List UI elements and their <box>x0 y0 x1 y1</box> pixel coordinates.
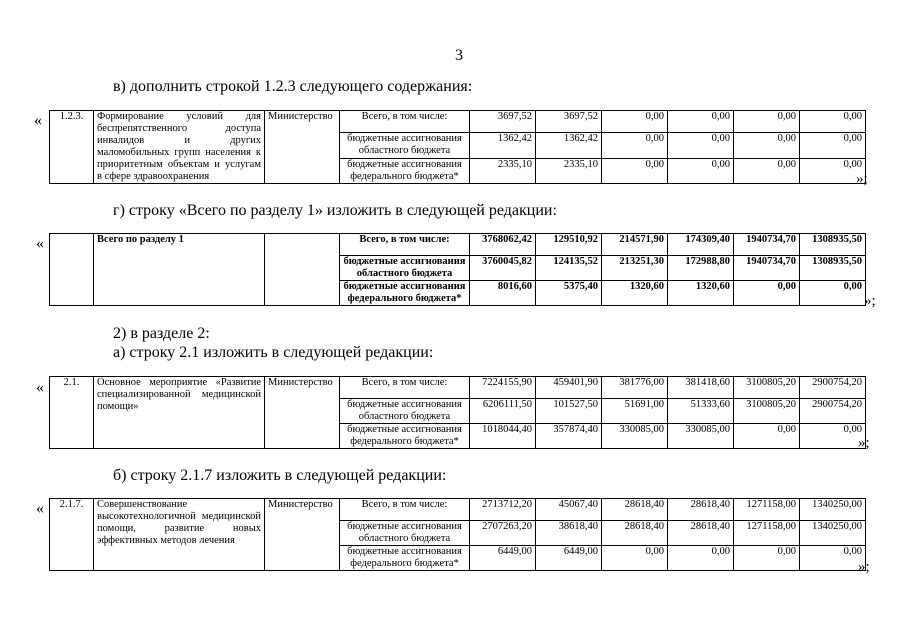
amount-cell: 1340250,00 <box>800 499 866 521</box>
table-row-1-2-3 <box>49 110 866 184</box>
funding-type-cell: бюджетные ассигнования федерального бюджета* <box>340 546 470 571</box>
amount-cell: 0,00 <box>734 424 800 449</box>
open-quote: « <box>36 500 44 517</box>
amount-cell: 3100805,20 <box>734 399 800 424</box>
funding-type-cell: бюджетные ассигнования областного бюджета <box>340 133 470 158</box>
section-heading-2-1-7: б) строку 2.1.7 изложить в следующей редакции: <box>113 467 447 484</box>
amount-cell: 2900754,20 <box>800 377 866 399</box>
amount-cell: 0,00 <box>668 111 734 133</box>
executor-cell <box>265 234 340 306</box>
table-row-total-section-1 <box>49 233 866 306</box>
amount-cell: 381418,60 <box>668 377 734 399</box>
amount-cell: 3760045,82 <box>470 256 536 281</box>
amount-cell: 28618,40 <box>668 521 734 546</box>
amount-cell: 1271158,00 <box>734 499 800 521</box>
open-quote: « <box>36 379 44 396</box>
amount-cell: 0,00 <box>602 111 668 133</box>
section-heading-part-2: 2) в разделе 2: <box>113 325 210 342</box>
amount-cell: 3100805,20 <box>734 377 800 399</box>
amount-cell: 0,00 <box>800 424 866 449</box>
amount-cell: 1018044,40 <box>470 424 536 449</box>
row-code-cell: 1.2.3. <box>50 111 94 184</box>
open-quote: « <box>36 235 44 252</box>
amount-cell: 330085,00 <box>602 424 668 449</box>
amount-cell: 0,00 <box>602 133 668 158</box>
amount-cell: 174309,40 <box>668 234 734 256</box>
amount-cell: 28618,40 <box>668 499 734 521</box>
amount-cell: 1362,42 <box>536 133 602 158</box>
amount-cell: 172988,80 <box>668 256 734 281</box>
amount-cell: 0,00 <box>602 546 668 571</box>
table-row-2-1-7 <box>49 498 866 571</box>
amount-cell: 0,00 <box>734 158 800 183</box>
amount-cell: 0,00 <box>800 133 866 158</box>
funding-type-cell: бюджетные ассигнования федерального бюджета* <box>340 158 470 183</box>
amount-cell: 7224155,90 <box>470 377 536 399</box>
amount-cell: 2335,10 <box>536 158 602 183</box>
amount-cell: 2707263,20 <box>470 521 536 546</box>
amount-cell: 6449,00 <box>536 546 602 571</box>
amount-cell: 6449,00 <box>470 546 536 571</box>
funding-type-cell: бюджетные ассигнования областного бюджета <box>340 399 470 424</box>
amount-cell: 28618,40 <box>602 499 668 521</box>
executor-cell: Министерство <box>265 377 340 449</box>
amount-cell: 1308935,50 <box>800 234 866 256</box>
amount-cell: 0,00 <box>668 133 734 158</box>
amount-cell: 1940734,70 <box>734 234 800 256</box>
amount-cell: 28618,40 <box>602 521 668 546</box>
amount-cell: 459401,90 <box>536 377 602 399</box>
amount-cell: 0,00 <box>668 546 734 571</box>
amount-cell: 330085,00 <box>668 424 734 449</box>
funding-type-cell: бюджетные ассигнования областного бюджета <box>340 521 470 546</box>
funding-type-cell: бюджетные ассигнования федерального бюджета* <box>340 424 470 449</box>
table-row <box>50 377 866 399</box>
amount-cell: 0,00 <box>668 158 734 183</box>
amount-cell: 3697,52 <box>536 111 602 133</box>
amount-cell: 2900754,20 <box>800 399 866 424</box>
row-name-cell: Основное мероприятие «Развитие специализированной медицинской помощи» <box>94 377 265 449</box>
funding-type-cell: Всего, в том числе: <box>340 111 470 133</box>
amount-cell: 1320,60 <box>668 281 734 306</box>
row-code-cell: 2.1. <box>50 377 94 449</box>
amount-cell: 129510,92 <box>536 234 602 256</box>
amount-cell: 381776,00 <box>602 377 668 399</box>
amount-cell: 8016,60 <box>470 281 536 306</box>
table-row-2-1 <box>49 376 866 449</box>
amount-cell: 0,00 <box>800 281 866 306</box>
row-code-cell: 2.1.7. <box>50 499 94 571</box>
amount-cell: 357874,40 <box>536 424 602 449</box>
funding-type-cell: Всего, в том числе: <box>340 377 470 399</box>
amount-cell: 3697,52 <box>470 111 536 133</box>
section-heading-2-1: а) строку 2.1 изложить в следующей редакции: <box>113 344 434 361</box>
table-row <box>50 111 866 133</box>
executor-cell: Министерство <box>265 499 340 571</box>
table-row <box>50 499 866 521</box>
page-number: 3 <box>455 47 463 64</box>
amount-cell: 0,00 <box>734 133 800 158</box>
amount-cell: 124135,52 <box>536 256 602 281</box>
amount-cell: 45067,40 <box>536 499 602 521</box>
section-heading-total-1: г) строку «Всего по разделу 1» изложить в следующей редакции: <box>113 202 557 219</box>
row-name-cell: Всего по разделу 1 <box>94 234 265 306</box>
amount-cell: 51691,00 <box>602 399 668 424</box>
closing-quote: »; <box>856 171 868 187</box>
amount-cell: 1340250,00 <box>800 521 866 546</box>
funding-type-cell: бюджетные ассигнования областного бюджета <box>340 256 470 281</box>
amount-cell: 101527,50 <box>536 399 602 424</box>
amount-cell: 1362,42 <box>470 133 536 158</box>
amount-cell: 51333,60 <box>668 399 734 424</box>
closing-quote: »; <box>864 293 876 309</box>
amount-cell: 0,00 <box>734 111 800 133</box>
amount-cell: 0,00 <box>602 158 668 183</box>
amount-cell: 213251,30 <box>602 256 668 281</box>
amount-cell: 1271158,00 <box>734 521 800 546</box>
amount-cell: 0,00 <box>800 158 866 183</box>
amount-cell: 6206111,50 <box>470 399 536 424</box>
amount-cell: 1308935,50 <box>800 256 866 281</box>
amount-cell: 38618,40 <box>536 521 602 546</box>
amount-cell: 0,00 <box>800 111 866 133</box>
row-name-cell: Формирование условий для беспрепятственного доступа инвалидов и других маломобильных групп населения к приоритетным объектам и услугам в сфере здравоохранения <box>94 111 265 184</box>
amount-cell: 1320,60 <box>602 281 668 306</box>
amount-cell: 2335,10 <box>470 158 536 183</box>
closing-quote: »; <box>858 435 870 451</box>
amount-cell: 0,00 <box>800 546 866 571</box>
amount-cell: 3768062,42 <box>470 234 536 256</box>
amount-cell: 2713712,20 <box>470 499 536 521</box>
funding-type-cell: Всего, в том числе: <box>340 234 470 256</box>
open-quote: « <box>34 112 42 129</box>
closing-quote: »; <box>858 559 870 575</box>
executor-cell: Министерство <box>265 111 340 184</box>
row-code-cell <box>50 234 94 306</box>
amount-cell: 0,00 <box>734 546 800 571</box>
amount-cell: 5375,40 <box>536 281 602 306</box>
section-heading-1-2-3: в) дополнить строкой 1.2.3 следующего содержания: <box>113 78 473 95</box>
table-row <box>50 234 866 256</box>
amount-cell: 214571,90 <box>602 234 668 256</box>
amount-cell: 1940734,70 <box>734 256 800 281</box>
amount-cell: 0,00 <box>734 281 800 306</box>
funding-type-cell: бюджетные ассигнования федерального бюджета* <box>340 281 470 306</box>
funding-type-cell: Всего, в том числе: <box>340 499 470 521</box>
row-name-cell: Совершенствование высокотехнологичной медицинской помощи, развитие новых эффективных методов лечения <box>94 499 265 571</box>
